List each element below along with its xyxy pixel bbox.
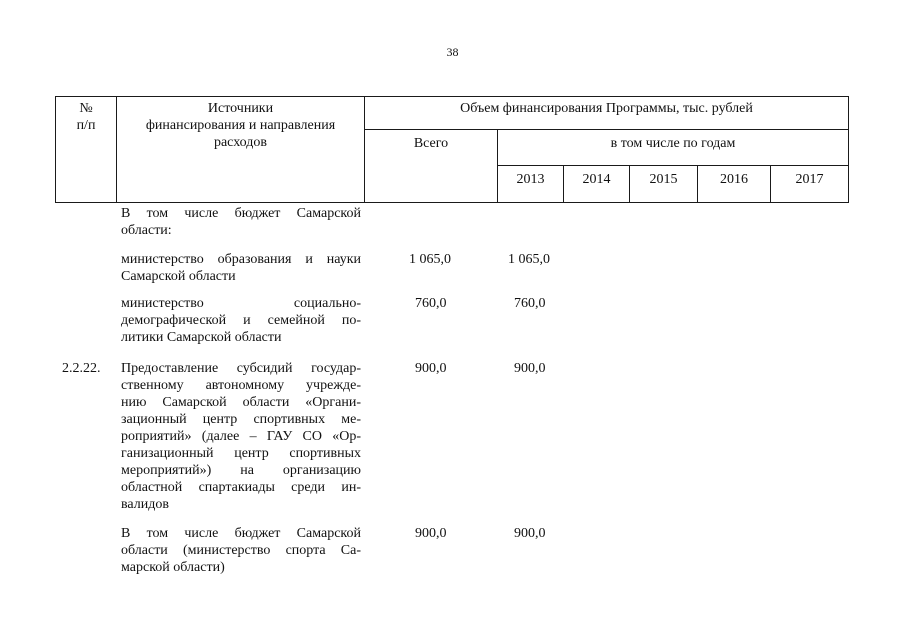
row-4-line-2: ственному автономному учрежде- (121, 378, 361, 393)
row-5-total: 900,0 (415, 526, 447, 541)
row-2-line-2: Самарской области (121, 269, 236, 284)
header-volume: Объем финансирования Программы, тыс. рублей (460, 101, 753, 116)
header-year-2015: 2015 (649, 172, 678, 187)
row-4-total: 900,0 (415, 361, 447, 376)
row-3-2013: 760,0 (514, 296, 546, 311)
row-1-description (121, 205, 361, 239)
row-3-line-2: демографической и семейной по- (121, 313, 361, 328)
row-4-line-4: зационный центр спортивных ме- (121, 412, 361, 427)
header-year-2017: 2017 (795, 172, 824, 187)
header-years-underline (497, 165, 848, 166)
row-4-line-1: Предоставление субсидий государ- (121, 361, 361, 376)
header-num-line-1: № (79, 101, 93, 116)
header-num-col (56, 100, 116, 134)
row-4-line-3: нию Самарской области «Органи- (121, 395, 361, 410)
row-4-index: 2.2.22. (62, 361, 101, 376)
header-volume-underline (364, 129, 848, 130)
row-2-line-1: министерство образования и науки (121, 252, 361, 267)
header-by-years: в том числе по годам (610, 136, 736, 151)
row-4-line-7: мероприятий») на организацию (121, 463, 361, 478)
header-source-line-3: расходов (213, 135, 268, 150)
header-year-2016: 2016 (720, 172, 748, 187)
header-right-border (848, 96, 849, 203)
row-4-line-5: роприятий» (далее – ГАУ СО «Ор- (121, 429, 361, 444)
row-2-total: 1 065,0 (409, 252, 451, 267)
header-bottom-border (55, 202, 848, 203)
row-3-total: 760,0 (415, 296, 447, 311)
header-year-2013: 2013 (516, 172, 545, 187)
row-4-line-8: областной спартакиады среди ин- (121, 480, 361, 495)
row-2-2013: 1 065,0 (508, 252, 550, 267)
header-num-line-2: п/п (76, 118, 96, 133)
header-source-col (117, 100, 364, 151)
header-total: Всего (413, 136, 449, 151)
row-4-description (121, 360, 361, 513)
header-source-line-1: Источники (207, 101, 274, 116)
header-year-2014: 2014 (582, 172, 611, 187)
row-5-description (121, 525, 361, 576)
row-4-line-6: ганизационный центр спортивных (121, 446, 361, 461)
table-header (0, 0, 905, 210)
row-2-description (121, 251, 361, 285)
row-3-description (121, 295, 361, 346)
row-5-line-2: области (министерство спорта Са- (121, 543, 361, 558)
row-1-line-1: В том числе бюджет Самарской (121, 206, 361, 221)
header-source-line-2: финансирования и направления (145, 118, 336, 133)
row-5-line-3: марской области) (121, 560, 225, 575)
row-4-line-9: валидов (121, 497, 169, 512)
header-top-border (55, 96, 848, 97)
row-5-2013: 900,0 (514, 526, 546, 541)
row-3-line-1: министерство социально- (121, 296, 361, 311)
row-5-line-1: В том числе бюджет Самарской (121, 526, 361, 541)
row-1-line-2: области: (121, 223, 172, 238)
row-4-2013: 900,0 (514, 361, 546, 376)
page-number: 38 (446, 45, 459, 59)
row-3-line-3: литики Самарской области (121, 330, 282, 345)
